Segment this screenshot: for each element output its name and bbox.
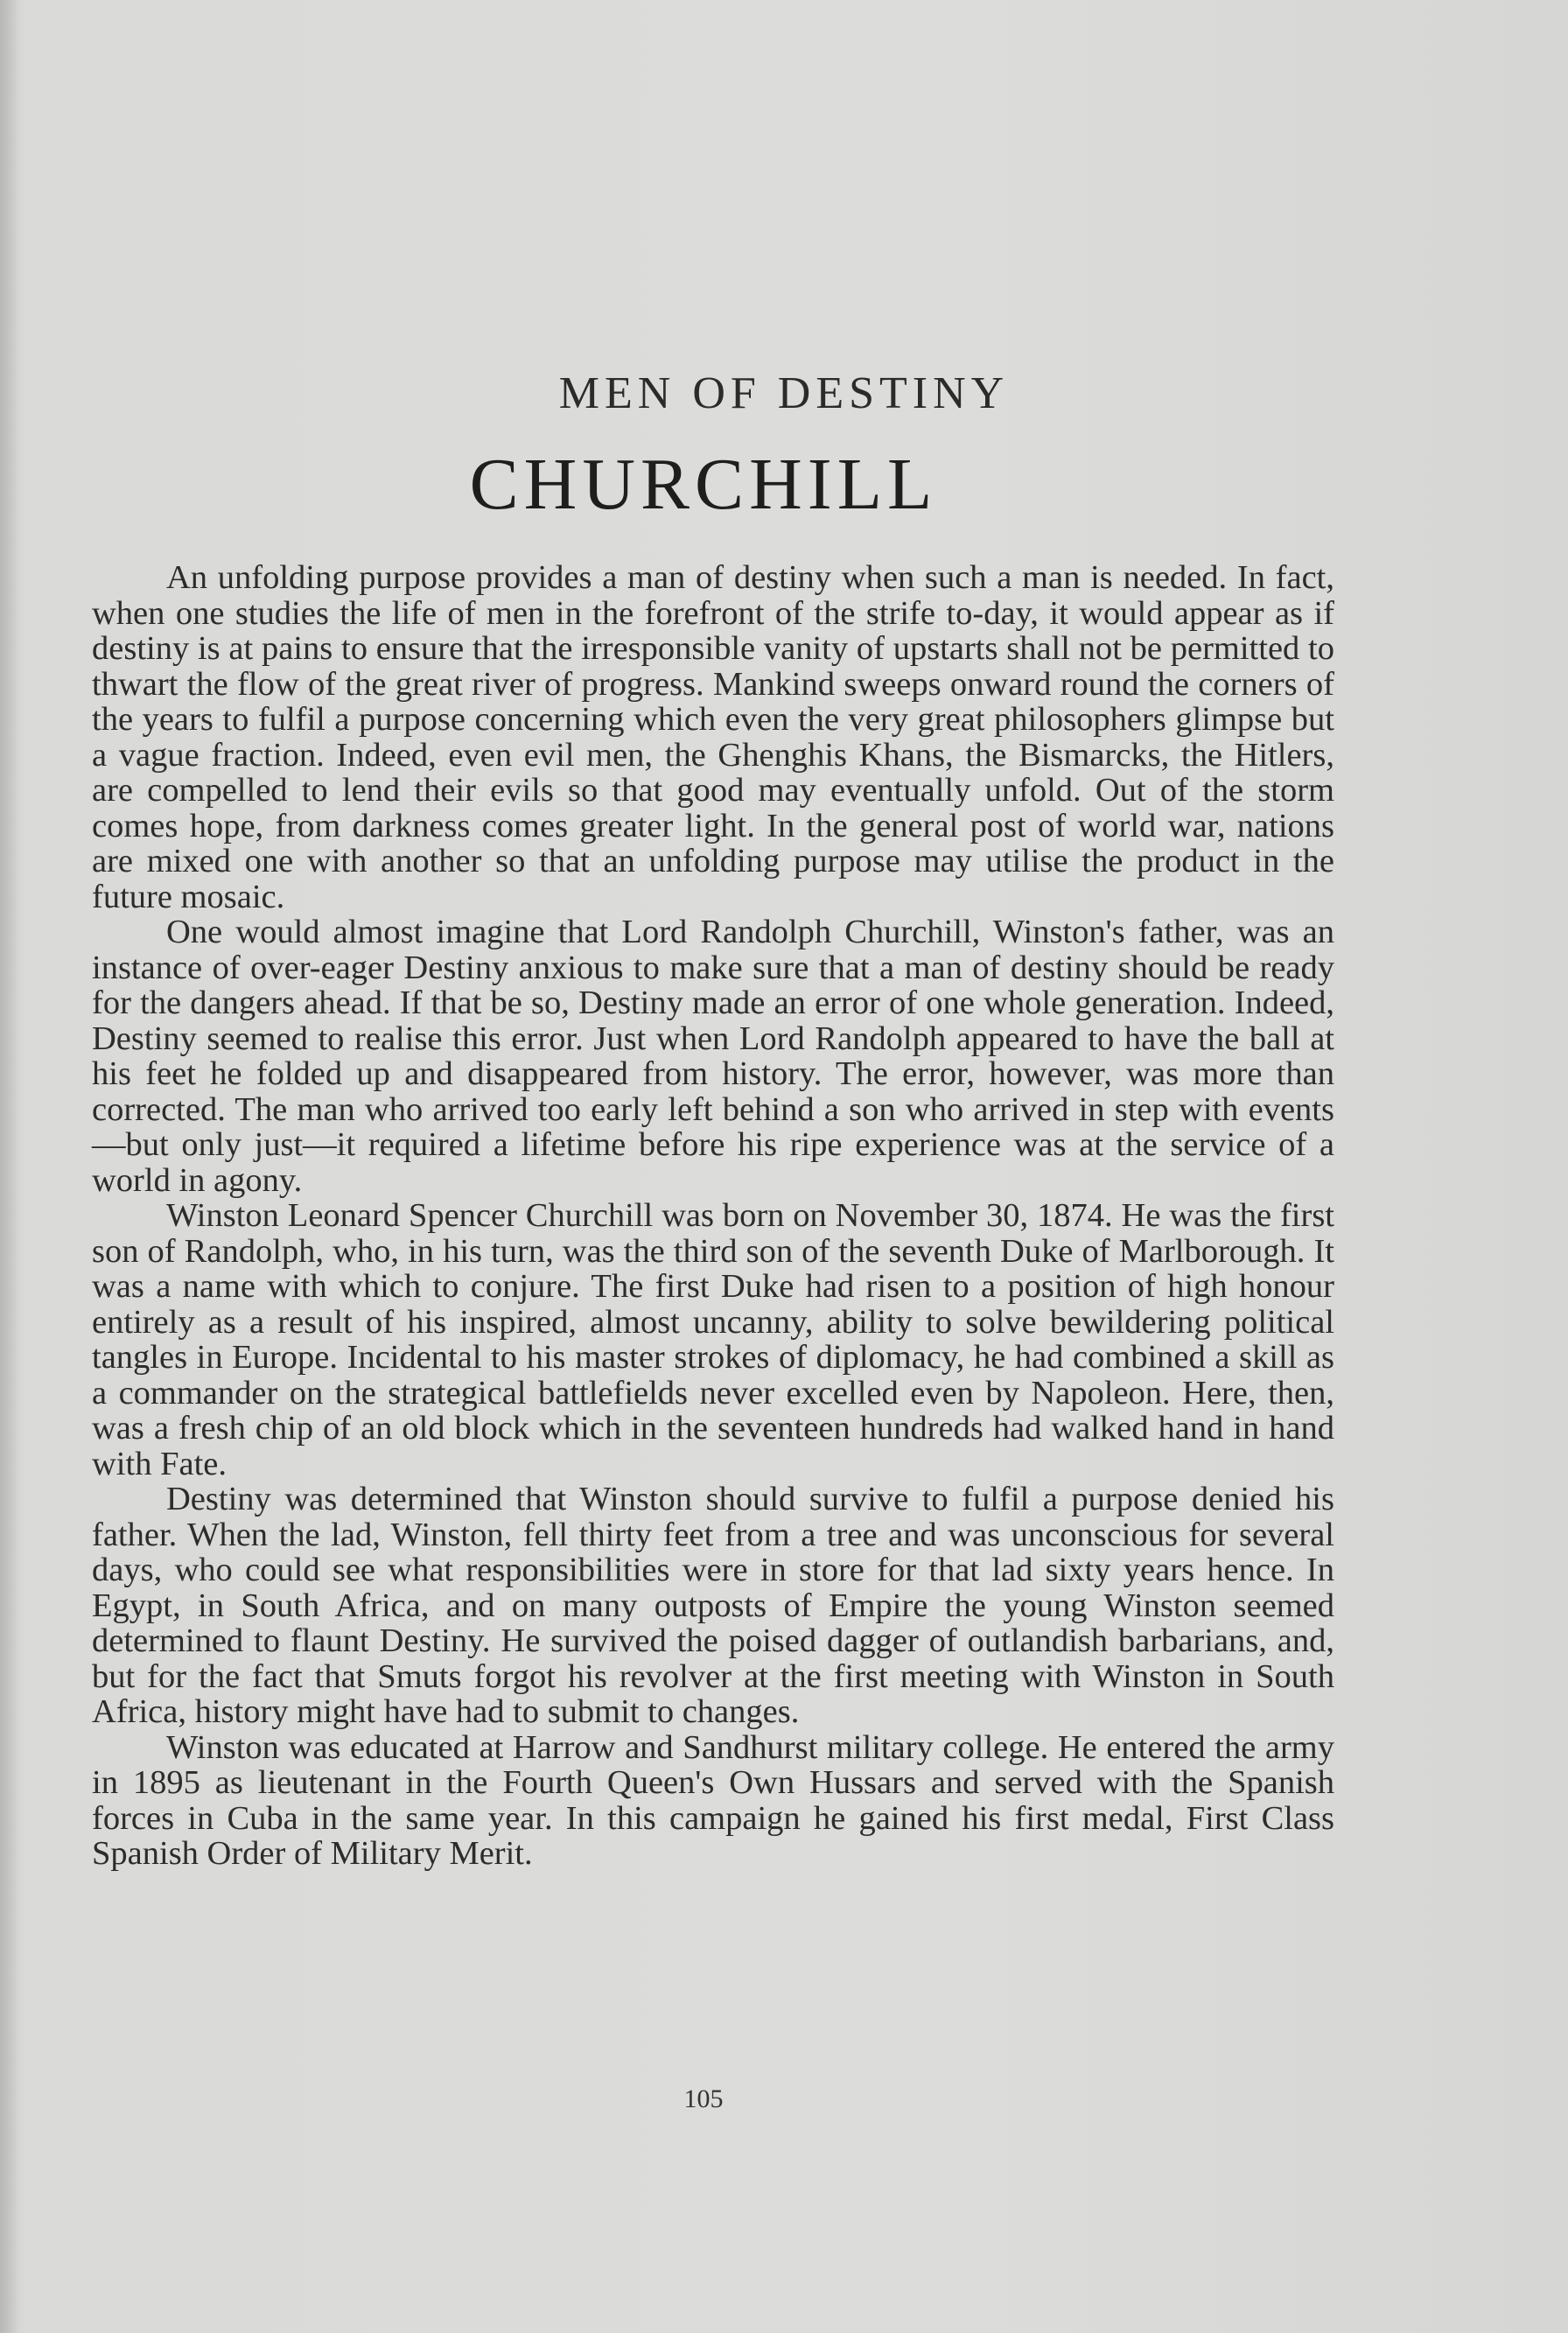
paragraph: Winston was educated at Harrow and Sandhurst military college. He entered the army in 1895 as lieutenant in the Fourth Queen's Own Hussars and served with the Spanish forces in Cuba in the same year. In this campaign he gained his first medal, First Class Spanish Order of Military Merit. (92, 1728, 1334, 1872)
spine-shadow (0, 0, 19, 2333)
body-text (92, 560, 1334, 1872)
paragraph: One would almost imagine that Lord Randolph Churchill, Winston's father, was an instance of over-eager Destiny anxious to make sure that a man of destiny should be ready for the dangers ahead. If that be so, Destiny made an error of one whole generation. Indeed, Destiny seemed to realise this error. Just when Lord Randolph appeared to have the ball at his feet he folded up and disappeared from history. The error, however, was more than corrected. The man who arrived too early left behind a son who arrived in step with events—but only just—it required a lifetime before his ripe experience was at the service of a world in agony. (92, 914, 1334, 1199)
series-heading: MEN OF DESTINY (558, 368, 1010, 418)
paragraph: Winston Leonard Spencer Churchill was born on November 30, 1874. He was the first son of Randolph, who, in his turn, was the third son of the seventh Duke of Marlborough. It was a name with which to conjure. The first Duke had risen to a position of high honour entirely as a result of his inspired, almost uncanny, ability to solve bewildering political tangles in Europe. Incidental to his master strokes of diplomacy, he had combined a skill as a commander on the strategical battlefields never excelled even by Napoleon. Here, then, was a fresh chip of an old block which in the seventeen hundreds had walked hand in hand with Fate. (92, 1197, 1334, 1482)
paragraph: An unfolding purpose provides a man of destiny when such a man is needed. In fact, when one studies the life of men in the forefront of the strife to-day, it would appear as if destiny is at pains to ensure that the irresponsible vanity of upstarts shall not be permitted to thwart the flow of the great river of progress. Mankind sweeps onward round the corners of the years to fulfil a purpose concerning which even the very great philosophers glimpse but a vague fraction. Indeed, even evil men, the Ghenghis Khans, the Bismarcks, the Hitlers, are compelled to lend their evils so that good may eventually unfold. Out of the storm comes hope, from darkness comes greater light. In the general post of world war, nations are mixed one with another so that an unfolding purpose may utilise the product in the future mosaic. (92, 559, 1334, 915)
page-number: 105 (683, 2084, 724, 2113)
paragraph: Destiny was determined that Winston should survive to fulfil a purpose denied his father. When the lad, Winston, fell thirty feet from a tree and was unconscious for several days, who could see what responsibilities were in store for that lad sixty years hence. In Egypt, in South Africa, and on many outposts of Empire the young Winston seemed determined to flaunt Destiny. He survived the poised dagger of outlandish barbarians, and, but for the fact that Smuts forgot his revolver at the first meeting with Winston in South Africa, history might have had to submit to changes. (92, 1481, 1334, 1730)
chapter-title: CHURCHILL (469, 444, 938, 525)
